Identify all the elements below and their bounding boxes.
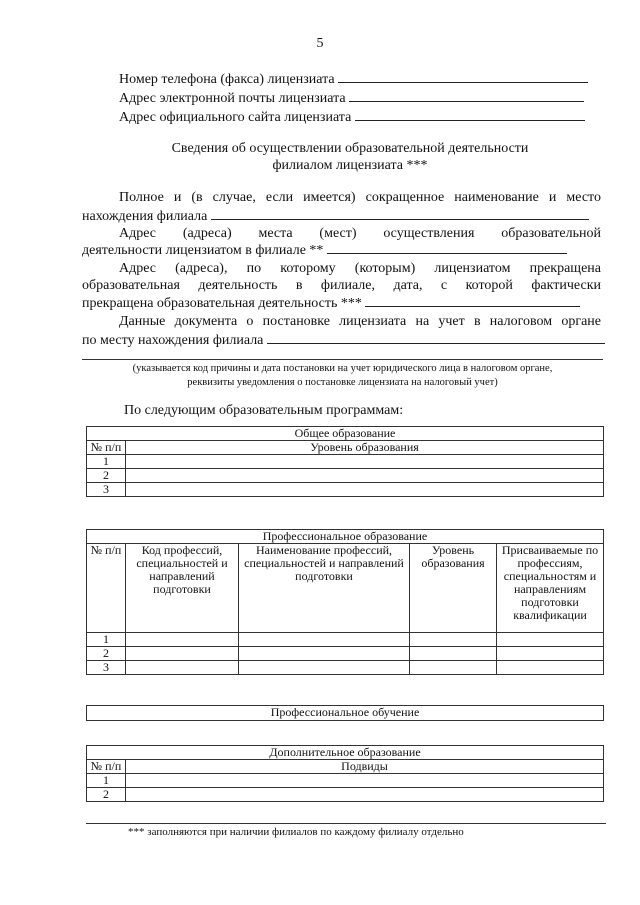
- prof-cell[interactable]: [239, 661, 410, 675]
- prof-cell[interactable]: [497, 661, 604, 675]
- row-number: 2: [87, 788, 126, 802]
- general-col-level: Уровень образования: [126, 441, 604, 455]
- table-row: [87, 469, 604, 483]
- branch-name-fill-line[interactable]: [211, 207, 589, 220]
- table-row: [87, 661, 604, 675]
- site-field-row: [119, 108, 585, 127]
- prof-col-name: Наименование профессий, специальностей и направлений подготовки: [239, 544, 410, 633]
- general-col-num: № п/п: [87, 441, 126, 455]
- table-row: [87, 455, 604, 469]
- branch-name-row: [82, 207, 589, 226]
- row-number: 1: [87, 774, 126, 788]
- table-row: [87, 633, 604, 647]
- prof-cell[interactable]: [126, 633, 239, 647]
- email-fill-line[interactable]: [349, 89, 584, 102]
- activity-address-row: [82, 241, 567, 260]
- branch-name-label-line2: нахождения филиала: [82, 209, 208, 224]
- tax-doc-extra-line[interactable]: [82, 359, 603, 360]
- branch-name-label-line1: Полное и (в случае, если имеется) сокращенное наименование и место: [119, 190, 601, 205]
- professional-education-title: Профессиональное образование: [87, 530, 604, 544]
- tax-doc-label-line1: Данные документа о постановке лицензиата на учет в налоговом органе: [119, 314, 601, 329]
- prof-col-code: Код профессий, специальностей и направлений подготовки: [126, 544, 239, 633]
- prof-cell[interactable]: [410, 647, 497, 661]
- row-number: 2: [87, 469, 126, 483]
- site-label: Адрес официального сайта лицензиата: [119, 110, 352, 125]
- professional-education-table: [86, 529, 604, 675]
- table-row: [87, 774, 604, 788]
- additional-col-num: № п/п: [87, 760, 126, 774]
- row-number: 1: [87, 455, 126, 469]
- activity-address-fill-line[interactable]: [327, 241, 567, 254]
- additional-sub-cell[interactable]: [126, 774, 604, 788]
- prof-col-qualification: Присваиваемые по профессиям, специальностям и направлениям подготовки квалификации: [497, 544, 604, 633]
- activity-address-label-line2: деятельности лицензиатом в филиале **: [82, 243, 324, 258]
- section-title-line2: филиалом лицензиата ***: [272, 158, 428, 173]
- row-number: 3: [87, 483, 126, 497]
- tax-doc-label-line2: по месту нахождения филиала: [82, 333, 264, 348]
- phone-label: Номер телефона (факса) лицензиата: [119, 72, 335, 87]
- prof-cell[interactable]: [239, 633, 410, 647]
- tax-doc-fill-line[interactable]: [267, 331, 605, 344]
- general-level-cell[interactable]: [126, 483, 604, 497]
- email-field-row: [119, 89, 584, 108]
- terminated-address-label-line3: прекращена образовательная деятельность ***: [82, 296, 362, 311]
- additional-sub-cell[interactable]: [126, 788, 604, 802]
- row-number: 2: [87, 647, 126, 661]
- footnote-divider: [86, 823, 606, 824]
- professional-training-title: Профессиональное обучение: [87, 706, 604, 721]
- terminated-address-fill-line[interactable]: [365, 294, 580, 307]
- row-number: 1: [87, 633, 126, 647]
- tax-note-line2: реквизиты уведомления о постановке лицензиата на налоговый учет): [187, 377, 498, 388]
- page-number: 5: [316, 36, 324, 51]
- phone-fill-line[interactable]: [338, 70, 588, 83]
- terminated-address-label-line1: Адрес (адреса), по которому (которым) лицензиатом прекращена: [119, 261, 601, 276]
- activity-address-label-line1: Адрес (адреса) места (мест) осуществления образовательной: [119, 226, 601, 241]
- general-education-title: Общее образование: [87, 427, 604, 441]
- email-label: Адрес электронной почты лицензиата: [119, 91, 346, 106]
- terminated-address-label-line2: образовательная деятельность в филиале, дата, с которой фактически: [82, 278, 601, 293]
- general-level-cell[interactable]: [126, 469, 604, 483]
- prof-col-level: Уровень образования: [410, 544, 497, 633]
- site-fill-line[interactable]: [355, 108, 585, 121]
- prof-col-num: № п/п: [87, 544, 126, 633]
- prof-cell[interactable]: [410, 633, 497, 647]
- programs-label: По следующим образовательным программам:: [124, 403, 404, 418]
- footnote: *** заполняются при наличии филиалов по каждому филиалу отдельно: [128, 826, 464, 838]
- table-row: [87, 788, 604, 802]
- prof-cell[interactable]: [126, 661, 239, 675]
- prof-cell[interactable]: [497, 647, 604, 661]
- additional-col-sub: Подвиды: [126, 760, 604, 774]
- row-number: 3: [87, 661, 126, 675]
- table-row: [87, 647, 604, 661]
- general-level-cell[interactable]: [126, 455, 604, 469]
- prof-cell[interactable]: [497, 633, 604, 647]
- terminated-address-row: [82, 294, 580, 313]
- professional-training-table: [86, 705, 604, 721]
- general-education-table: [86, 426, 604, 497]
- prof-cell[interactable]: [239, 647, 410, 661]
- tax-doc-row: [82, 331, 605, 350]
- additional-education-title: Дополнительное образование: [87, 746, 604, 760]
- additional-education-table: [86, 745, 604, 802]
- table-row: [87, 483, 604, 497]
- prof-cell[interactable]: [126, 647, 239, 661]
- section-title-line1: Сведения об осуществлении образовательной деятельности: [171, 141, 529, 156]
- tax-note-line1: (указывается код причины и дата постановки на учет юридического лица в налоговом органе,: [132, 363, 553, 374]
- phone-field-row: [119, 70, 588, 89]
- prof-cell[interactable]: [410, 661, 497, 675]
